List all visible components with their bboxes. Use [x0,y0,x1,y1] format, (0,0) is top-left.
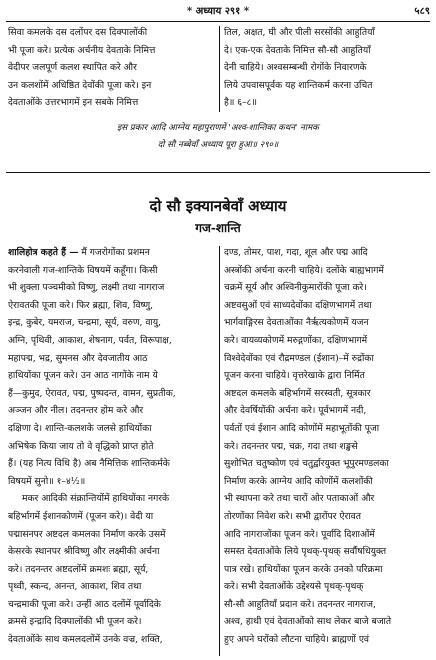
text-line: निर्माण करके आग्नेय आदि कोणोंमें कलशोंकी [224,475,373,487]
text-line: अभिषेक किया जाय तो वे वृद्धिको प्राप्त होते [8,440,154,452]
text-line: देवताओंके उत्तरभागमें इन सबके निमित्त [8,97,139,109]
text-line: दक्षिणा दे। शान्ति-कलशके जलसे हाथियोंका [8,422,152,434]
text-line: अञ्जन और नील। तदनन्तर होम करे और [8,405,144,417]
text-line: भी शुक्ला पञ्चमीको विष्णु, लक्ष्मी तथा नागराज [8,282,165,294]
text-line: भार्गवाङ्गिरस देवताओंका नैर्ऋत्यकोणमें यजन [224,317,369,329]
text-line: समस्त देवताओंके लिये पृथक्-पृथक् सर्वौषधियुक्त [224,546,387,558]
header-rule [6,21,430,22]
text-line: हाथियोंका पूजन करे। उन आठ नागोंके नाम ये [8,370,158,382]
text-line: अस्त्रोंकी अर्चना करनी चाहिये। दलोंके बाह्यभागमें [224,264,384,276]
text-line: करे। सभी देवताओंके उद्देश्यसे पृथक्-पृथक् [224,581,364,593]
top-left-column [8,24,213,112]
bottom-right-column [224,244,429,649]
text-line: केसरके स्थानपर श्रीविष्णु और लक्ष्मीकी अर्चना [8,546,160,558]
text-line: चन्द्रमाकी पूजा करे। उन्हीं आठ दलोंमें पूर्वादिके [8,598,161,610]
text-line [8,244,213,262]
text-line: बहिर्भागमें ईशानकोणमें (पूजन करे)। वेदी या [8,510,154,522]
text-line: लिये उपवासपूर्वक यह शान्तिकर्म करना उचित [224,79,373,91]
text-line: सुशोभित चतुष्कोण एवं चतुर्द्वारयुक्त भूपुरमण्डलका [224,458,389,470]
text-line: करे। तदनन्तर अष्टदलोंमें क्रमशः ब्रह्मा, सूर्य, [8,563,149,575]
chapter-colophon [0,120,436,154]
text-line: करे। तदनन्तर पद्म, चक्र, गदा तथा शङ्खसे [224,440,358,452]
text-line: अग्नि, पृथिवी, आकाश, शेषनाग, पर्वत, विरूपाक्ष, [8,334,172,346]
top-right-column [224,24,429,112]
text-line: विश्वेदेवोंका एवं रौद्रमण्डल (ईशान)–में रुद्रोंका [224,352,374,364]
text-line: सौ-सौ आहुतियाँ प्रदान करे। तदनन्तर नागराज, [224,598,376,610]
text-line: है॥ ६–८॥ [224,97,257,109]
text-line: पात्र रखे। हाथियोंका पूजन करके उनको परिक्रमा [224,563,383,575]
colophon-line: इस प्रकार आदि आग्नेय महापुराणमें 'अश्व-शान्तिका कथन' नामक [117,123,319,133]
text-line: उन कलशोंमें अधिष्ठित देवोंकी पूजा करे। इन [8,79,152,91]
text-line: इन्द्र, कुबेर, यमराज, चन्द्रमा, सूर्य, वरुण, वायु, [8,317,162,329]
text-line: भी पूजा करे। प्रत्येक अर्चनीय देवताके निमित्त [8,44,156,56]
text-line: भी स्थापना करे तथा चारों ओर पताकाओं और [224,493,375,505]
speaker-lead: शालिहोत्र कहते हैं — [8,247,79,258]
page-number: ५८९ [414,6,430,17]
text-line: अष्टदल कमलके बहिर्भागमें सरस्वती, सूत्रकार [224,387,371,399]
text-line: चक्रमें सूर्य और अश्विनीकुमारोंकी पूजा करे। [224,282,367,294]
chapter-title: दो सौ इक्यानबेवाँ अध्याय [149,197,287,215]
chapter-subtitle: गज-शान्ति [195,221,241,235]
text-line: देनी चाहिये। अश्वसम्बन्धी रोगोंके निवारणके [224,62,367,74]
text-line: हैं—कुमुद, ऐरावत, पद्म, पुष्पदन्त, वामन, सुप्रतीक, [8,387,176,399]
text-line: तोरणोंका निवेश करे। सभी द्वारोंपर ऐरावत [224,510,361,522]
page-header [0,0,436,22]
text-line: दण्ड, तोमर, पाश, गदा, शूल और पद्म आदि [224,247,368,258]
text-line: देवताओंके साथ कमलदलोंमें उनके वज्र, शक्ति, [8,634,163,646]
text-line: हैं। (यह नित्य विधि है) अब नैमित्तिक शान्तिकर्मके [8,458,170,470]
text-line: पूजन करना चाहिये। वृत्तरेखाके द्वारा निर्मित [224,370,365,382]
text-line: तिल, अक्षत, घी और पीली सरसोंकी आहुतियाँ [224,27,375,38]
text-line: आदि नागराजोंका पूजन करे। पूर्वादि दिशाओंमें [224,528,375,540]
bottom-left-column [8,244,213,649]
column-divider-top [219,26,220,112]
text-line: पद्मासनपर अष्टदल कमलका निर्माण करके उसमें [8,528,166,540]
text-line: सिवा कमलके दस दलोंपर दस दिक्पालोंकी [8,27,148,38]
running-title: * अध्याय २९१ * [186,6,250,17]
text-line: पर्वतों एवं ईशान आदि कोणोंमें महाभूतोंकी पूजा [224,422,380,434]
text-line: दे। एक-एक देवताके निमित्त सौ-सौ आहुतियाँ [224,44,371,56]
text-line: करनेवाली गज-शान्तिके विषयमें कहूँगा। किसी [8,264,158,276]
column-divider-bottom [219,246,220,656]
text-line: मकर आदिकी संक्रान्तियोंमें हाथियोंका नगरके [22,493,170,505]
colophon-line: दो सौ नब्बेवाँ अध्याय पूरा हुआ॥ २९०॥ [157,140,279,150]
text-line: अष्टवसुओं एवं साध्यदेवोंका दक्षिणभागमें तथा [224,299,372,311]
section-rule [6,172,430,173]
text-line: अश्व, हाथी एवं देवताओंको साथ लेकर बाजे बजाते [224,616,392,628]
text-line: हुए अपने घरोंको लौटना चाहिये। ब्राह्मणों एवं [224,634,370,646]
text-segment: मैं गजरोगोंका प्रशमन [81,247,150,258]
text-line: करे। वायव्यकोणमें मरुद्गणोंका, दक्षिणभागमें [224,334,368,346]
text-line: ऐरावतकी पूजा करे। फिर ब्रह्मा, शिव, विष्णु, [8,299,154,311]
text-line: पृथ्वी, स्कन्द, अनन्त, आकाश, शिव तथा [8,581,142,593]
text-line: महापद्म, भद्र, सुमनस और देवजातीय आठ [8,352,148,364]
text-line: और देवर्षियोंकी अर्चना करे। पूर्वभागमें नदी, [224,405,367,417]
text-line: विषयमें सुनो॥ १–४½॥ [8,475,86,487]
text-line: वेदीपर जलपूर्ण कलश स्थापित करे और [8,62,137,74]
text-line: क्रमसे इन्द्रादि दिक्पालोंकी भी पूजन करे। [8,616,142,628]
